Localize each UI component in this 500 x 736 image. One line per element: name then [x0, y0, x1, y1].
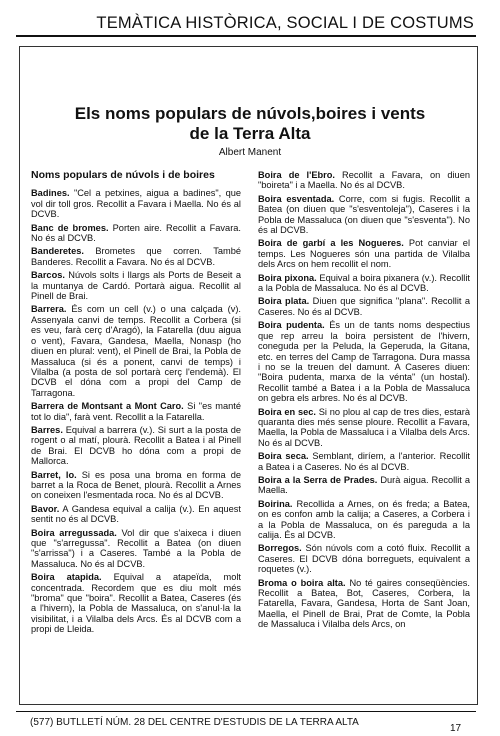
- dictionary-entry: [258, 273, 470, 294]
- entry-definition: A Gandesa equival a calija (v.). En aquest sentit no és al DCVB.: [31, 503, 241, 525]
- dictionary-entry: [258, 170, 470, 191]
- entry-term: Broma o boira alta.: [258, 577, 346, 588]
- entry-definition: Semblant, diríem, a l'anterior. Recollit a Batea i a Caseres. No és al DCVB.: [258, 451, 470, 472]
- entry-definition: És com un cell (v.) o una calçada (v). Assenyala canvi de temps. Recollit a Corbera (si es veu, farà cerç d'Aragó), la Fatarella (duu aigua o vent), Favara, Gandesa, Maella, Nonasp (ho diuen en plural: vent), el Pinell de Brai, la Pobla de Massaluca (si és a ponent, canvi de temps) i Vilalba (a posta de sol portarà cerç l'endemà). El DCVB el dóna com a propi del Camp de Tarragona.: [31, 304, 241, 398]
- entry-term: Boira atapida.: [31, 572, 102, 583]
- entry-term: Boira plata.: [258, 296, 310, 307]
- dictionary-entry: [31, 223, 241, 244]
- dictionary-entry: [31, 304, 241, 398]
- entry-definition: Equival a atapeïda, molt concentrada. Recordem que es diu molt més "broma" que "boira". Recollit a Batea, Caseres (és a l'hivern), la Pobla de Massaluca, on s'anul·la la visibilitat, i a Vilalba dels Arcs. És al DCVB com a propi de Lleida.: [31, 572, 242, 635]
- entry-term: Boira a la Serra de Prades.: [258, 474, 378, 485]
- dictionary-entry: [258, 238, 470, 269]
- dictionary-entry: [31, 470, 241, 501]
- entry-definition: Recollida a Arnes, on és freda; a Batea, on es confon amb la calija; a Caseres, a Corbera i a la Pobla de Massaluca, on és pareguda a la calija. És al DCVB.: [258, 498, 470, 540]
- footer-citation: (577) BUTLLETÍ NÚM. 28 DEL CENTRE D'ESTUDIS DE LA TERRA ALTA: [30, 717, 359, 728]
- entry-definition: Recollit a Favara, on diuen "boireta" i a Maella. No és al DCVB.: [258, 170, 470, 191]
- dictionary-entry: [258, 499, 470, 541]
- entry-definition: "Cel a petxines, aigua a badines", que vol dir toll gros. Recollit a Favara i Maella. No és al DCVB.: [31, 188, 242, 220]
- dictionary-entry: [31, 401, 241, 422]
- dictionary-entry: [31, 528, 241, 570]
- article-title-line-1: Els noms populars de núvols,boires i vents: [74, 104, 426, 123]
- dictionary-entry: [258, 578, 470, 630]
- entry-definition: És un de tants noms despectius que rep arreu la boira persistent de l'hivern, coneguda per la Peluda, la Geperuda, la Gitana, etc. en terres del Camp de Tarragona. Dura massa i no se la treuen del damunt. A Caseres diuen: "Boira pudenta, marxa de la vénta" (un hostal). Recollit també a Batea i a la Pobla de Massaluca on gebra els arbres. No és al DCVB.: [258, 320, 471, 404]
- header-rule: [16, 35, 476, 37]
- dictionary-entry: [258, 451, 470, 472]
- footer-rule: [16, 711, 476, 712]
- entry-term: Boira pudenta.: [258, 320, 325, 331]
- right-column: [258, 170, 470, 633]
- entry-definition: Si "es manté tot lo dia", farà vent. Recollit a la Fatarella.: [31, 401, 241, 422]
- entry-definition: Brometes que corren. També Banderes. Recollit a Favara. No és al DCVB.: [31, 246, 241, 267]
- entry-definition: Corre, com si fugis. Recollit a Batea (on diuen que "s'esventoleja"), Caseres i la Pobla de Massaluca (on diuen que "s'esventa"). No és al DCVB.: [258, 193, 470, 236]
- entry-term: Boira en sec.: [258, 406, 316, 417]
- entry-term: Boirina.: [258, 498, 293, 509]
- section-heading: Noms populars de núvols i de boires: [31, 169, 215, 181]
- entry-definition: No té gaires conseqüències. Recollit a Batea, Bot, Caseres, Corbera, la Fatarella, Favara, Gandesa, Horta de Sant Joan, Maella, el Pinell de Brai, Prat de Comte, la Pobla de Massaluca i Vilalba dels Arcs, on: [258, 577, 470, 630]
- entry-term: Bavor.: [31, 503, 60, 514]
- entry-term: Barrera.: [31, 304, 67, 315]
- entry-definition: Pot canviar el temps. Les Nogueres són una partida de Vilalba dels Arcs on hem recollit el nom.: [258, 238, 471, 270]
- entry-term: Barret, lo.: [31, 469, 77, 480]
- entry-definition: Equival a boira pixanera (v.). Recollit a la Pobla de Massaluca. No és al DCVB.: [258, 272, 470, 294]
- dictionary-entry: [258, 320, 470, 403]
- page-number: 17: [450, 723, 462, 734]
- entry-term: Badines.: [31, 188, 70, 199]
- entry-term: Banderetes.: [31, 246, 84, 257]
- entry-definition: Núvols solts i llargs als Ports de Beseit a la muntanya de Cardó. Portarà aigua. Recollit al Pinell de Brai.: [31, 270, 241, 302]
- right-entries: [258, 170, 470, 630]
- dictionary-entry: [258, 296, 470, 317]
- entry-term: Banc de bromes.: [31, 222, 109, 233]
- dictionary-entry: [31, 246, 241, 267]
- article-title: [22, 104, 478, 144]
- entry-definition: Durà aigua. Recollit a Maella.: [258, 474, 470, 496]
- entry-term: Boira seca.: [258, 451, 309, 462]
- entry-term: Barres.: [31, 424, 63, 435]
- dictionary-entry: [31, 572, 241, 634]
- entry-definition: Són núvols com a cotó fluix. Recollit a Caseres. El DCVB dóna borreguets, equivalent a roquetes (v.).: [258, 543, 470, 575]
- dictionary-entry: [31, 188, 241, 219]
- entry-definition: Equival a barrera (v.). Si surt a la posta de rogent o al matí, plourà. Recollit a Batea i al Pinell de Brai. El DCVB ho dóna com a propi de Mallorca.: [31, 424, 241, 467]
- entry-term: Barcos.: [31, 270, 65, 281]
- dictionary-entry: [258, 194, 470, 236]
- entry-term: Boira de l'Ebro.: [258, 170, 335, 180]
- left-entries: [31, 188, 241, 634]
- entry-term: Boira pixona.: [258, 272, 317, 283]
- entry-definition: Diuen que significa "plana". Recollit a Caseres. No és al DCVB.: [258, 296, 470, 317]
- entry-term: Boira esventada.: [258, 193, 335, 204]
- dictionary-entry: [31, 425, 241, 467]
- entry-term: Boira arregussada.: [31, 527, 117, 538]
- entry-definition: Porten aire. Recollit a Favara. No és al DCVB.: [31, 222, 241, 244]
- entry-definition: Vol dir que s'aixeca i diuen que "s'arregussa". Recollit a Batea (on diuen "s'arrissa") i a Caseres. També a la Pobla de Massaluca. No és al DCVB.: [31, 527, 241, 569]
- article-author: Albert Manent: [218, 147, 282, 158]
- entry-term: Boira de garbí a les Nogueres.: [258, 238, 404, 249]
- dictionary-entry: [258, 475, 470, 496]
- section-title: TEMÀTICA HISTÒRICA, SOCIAL I DE COSTUMS: [96, 14, 474, 32]
- entry-definition: Si es posa una broma en forma de barret a la Roca de Benet, plourà. Recollit a Arnes on coneixen l'esmentada roca. No és al DCVB.: [31, 469, 242, 501]
- dictionary-entry: [31, 504, 241, 525]
- dictionary-entry: [31, 270, 241, 301]
- dictionary-entry: [258, 407, 470, 449]
- entry-term: Borregos.: [258, 543, 302, 554]
- left-column: [31, 170, 241, 638]
- entry-definition: Si no plou al cap de tres dies, estarà quaranta dies més sense ploure. Recollit a Favara, Maella, la Pobla de Massaluca i a Vilalba dels Arcs. No és al DCVB.: [258, 406, 470, 448]
- entry-term: Barrera de Montsant a Mont Caro.: [31, 401, 184, 412]
- dictionary-entry: [258, 543, 470, 574]
- article-title-line-2: de la Terra Alta: [189, 124, 311, 143]
